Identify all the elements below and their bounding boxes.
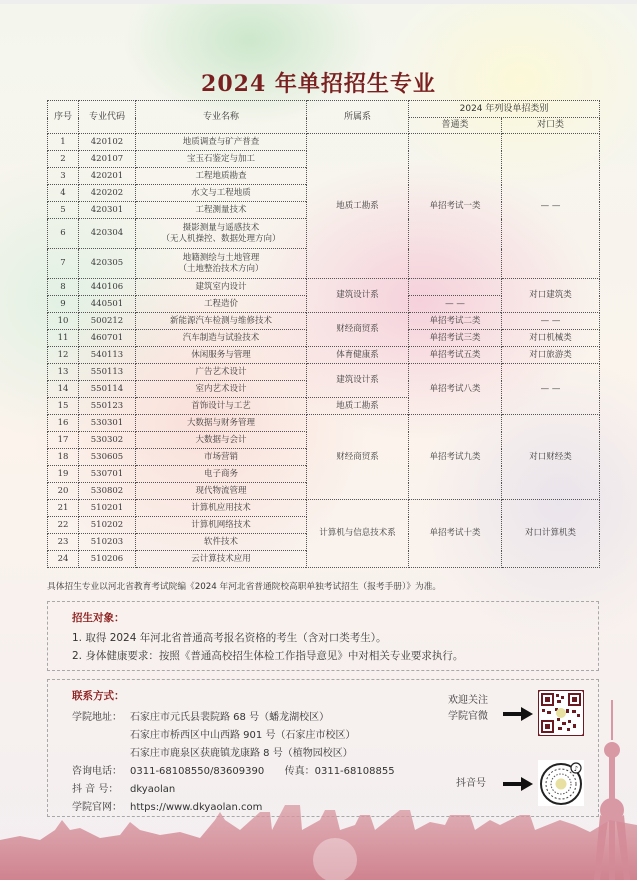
- cell-code: 530301: [79, 415, 136, 432]
- cell-code: 550123: [79, 398, 136, 415]
- cell-code: 500212: [79, 313, 136, 330]
- cell-vocational: — —: [502, 364, 600, 415]
- cell-general: 单招考试二类: [409, 313, 502, 330]
- cell-seq: 7: [48, 249, 79, 279]
- arrow-right-icon: [503, 777, 533, 791]
- eligibility-item-2: 2. 身体健康要求：按照《普通高校招生体检工作指导意见》中对相关专业要求执行。: [72, 650, 464, 662]
- arrow-right-icon: [503, 707, 533, 721]
- douyin-row: [72, 780, 175, 795]
- phone-row: [72, 762, 395, 777]
- cell-dept: 建筑设计系: [307, 279, 409, 313]
- website-label: 学院官网：: [72, 802, 122, 813]
- phone-value: 0311-68108550/83609390: [130, 766, 265, 777]
- city-skyline-decoration: [0, 800, 637, 880]
- cell-code: 530701: [79, 466, 136, 483]
- majors-table: [47, 100, 600, 568]
- cell-name: 工程地质勘查: [136, 168, 307, 185]
- address-3: 石家庄市鹿泉区获鹿镇龙康路 8 号（植物园校区）: [130, 748, 353, 759]
- address-2: 石家庄市桥西区中山西路 901 号（石家庄市校区）: [130, 730, 356, 741]
- cell-name: 软件技术: [136, 534, 307, 551]
- cell-name: 水文与工程地质: [136, 185, 307, 202]
- cell-code: 420201: [79, 168, 136, 185]
- table-row: [48, 279, 600, 296]
- cell-seq: 3: [48, 168, 79, 185]
- top-band: [0, 0, 637, 4]
- cell-seq: 17: [48, 432, 79, 449]
- table-row: [48, 415, 600, 432]
- table-header-row: [48, 101, 600, 118]
- cell-general: — —: [409, 296, 502, 313]
- cell-general: 单招考试九类: [409, 415, 502, 500]
- cell-vocational: — —: [502, 313, 600, 330]
- cell-dept: 财经商贸系: [307, 415, 409, 500]
- name-line1: 地籍测绘与土地管理: [182, 252, 260, 263]
- cell-seq: 16: [48, 415, 79, 432]
- table-row: [48, 500, 600, 517]
- cell-dept: 体育健康系: [307, 347, 409, 364]
- cell-code: 510203: [79, 534, 136, 551]
- cell-seq: 23: [48, 534, 79, 551]
- cell-name: [136, 249, 307, 279]
- header-general: 普通类: [409, 118, 502, 134]
- cell-seq: 10: [48, 313, 79, 330]
- cell-name: 计算机网络技术: [136, 517, 307, 534]
- header-name: 专业名称: [136, 101, 307, 134]
- cell-name: 广告艺术设计: [136, 364, 307, 381]
- cell-code: 550114: [79, 381, 136, 398]
- cell-dept: 建筑设计系: [307, 364, 409, 398]
- cell-seq: 8: [48, 279, 79, 296]
- table-row: [48, 364, 600, 381]
- table-row: [48, 347, 600, 364]
- address-row-1: [72, 708, 329, 723]
- eligibility-title: 招生对象：: [72, 612, 125, 624]
- name-line2: （无人机操控、数据处理方向）: [161, 233, 281, 244]
- address-row-2: [72, 726, 355, 741]
- cell-dept: 财经商贸系: [307, 313, 409, 347]
- cell-code: 420102: [79, 134, 136, 151]
- douyin-qr-caption: 抖音号: [456, 778, 486, 789]
- cell-code: 420107: [79, 151, 136, 168]
- cell-name: 大数据与财务管理: [136, 415, 307, 432]
- phone-label: 咨询电话：: [72, 766, 122, 777]
- cell-name: 宝玉石鉴定与加工: [136, 151, 307, 168]
- cell-name: 新能源汽车检测与维修技术: [136, 313, 307, 330]
- cell-seq: 21: [48, 500, 79, 517]
- website-link[interactable]: https://www.dkyaolan.com: [130, 802, 263, 813]
- cell-seq: 6: [48, 219, 79, 249]
- cell-name: [136, 219, 307, 249]
- cell-general: 单招考试三类: [409, 330, 502, 347]
- cell-seq: 9: [48, 296, 79, 313]
- table-row: [48, 313, 600, 330]
- cell-general: [409, 279, 502, 296]
- cell-code: 530302: [79, 432, 136, 449]
- cell-seq: 2: [48, 151, 79, 168]
- cell-vocational: 对口旅游类: [502, 347, 600, 364]
- cell-seq: 15: [48, 398, 79, 415]
- cell-general: 单招考试八类: [409, 364, 502, 415]
- cell-name: 电子商务: [136, 466, 307, 483]
- cell-code: 420304: [79, 219, 136, 249]
- tv-tower-decoration: [592, 700, 632, 880]
- header-code: 专业代码: [79, 101, 136, 134]
- cell-vocational: 对口计算机类: [502, 500, 600, 568]
- name-line1: 摄影测量与遥感技术: [182, 222, 260, 233]
- header-vocational: 对口类: [502, 118, 600, 134]
- cell-name: 汽车制造与试验技术: [136, 330, 307, 347]
- address-row-3: [72, 744, 353, 759]
- cell-name: 市场营销: [136, 449, 307, 466]
- cell-name: 云计算技术应用: [136, 551, 307, 568]
- cell-general: 单招考试五类: [409, 347, 502, 364]
- cell-vocational: 对口建筑类: [502, 279, 600, 313]
- cell-seq: 11: [48, 330, 79, 347]
- header-category-group: 2024 年列设单招类别: [409, 101, 600, 118]
- contact-box: [47, 679, 599, 817]
- cell-name: 工程造价: [136, 296, 307, 313]
- cell-seq: 4: [48, 185, 79, 202]
- address-label: 学院地址：: [72, 712, 122, 723]
- cell-dept: 计算机与信息技术系: [307, 500, 409, 568]
- cell-name: 首饰设计与工艺: [136, 398, 307, 415]
- svg-text:♪: ♪: [573, 765, 579, 773]
- page-title: 2024 年单招招生专业: [201, 71, 436, 97]
- cell-code: 530605: [79, 449, 136, 466]
- eligibility-box: [47, 601, 599, 671]
- cell-code: 510206: [79, 551, 136, 568]
- cell-code: 540113: [79, 347, 136, 364]
- douyin-label: 抖 音 号：: [72, 784, 119, 795]
- address-1: 石家庄市元氏县裴院路 68 号（蟠龙湖校区）: [130, 712, 330, 723]
- table-row: [48, 134, 600, 151]
- cell-name: 建筑室内设计: [136, 279, 307, 296]
- cell-seq: 22: [48, 517, 79, 534]
- cell-dept: 地质工勘系: [307, 134, 409, 279]
- cell-seq: 18: [48, 449, 79, 466]
- eligibility-item-1: 1. 取得 2024 年河北省普通高考报名资格的考生（含对口类考生）。: [72, 632, 387, 644]
- cell-code: 550113: [79, 364, 136, 381]
- cell-seq: 20: [48, 483, 79, 500]
- cell-seq: 12: [48, 347, 79, 364]
- cell-seq: 13: [48, 364, 79, 381]
- cell-name: 地质调查与矿产普查: [136, 134, 307, 151]
- cell-code: 460701: [79, 330, 136, 347]
- name-line2: （土地整治技术方向）: [178, 263, 264, 274]
- cell-name: 大数据与会计: [136, 432, 307, 449]
- wechat-qr-caption: 欢迎关注 学院官微: [448, 695, 488, 722]
- cell-seq: 1: [48, 134, 79, 151]
- cell-code: 510201: [79, 500, 136, 517]
- douyin-value: dkyaolan: [130, 784, 176, 795]
- header-seq: 序号: [48, 101, 79, 134]
- header-dept: 所属系: [307, 101, 409, 134]
- cell-seq: 19: [48, 466, 79, 483]
- cell-code: 420305: [79, 249, 136, 279]
- cell-name: 工程测量技术: [136, 202, 307, 219]
- cell-name: 室内艺术设计: [136, 381, 307, 398]
- cell-code: 420301: [79, 202, 136, 219]
- contact-title: 联系方式：: [72, 690, 125, 702]
- cell-vocational: 对口财经类: [502, 415, 600, 500]
- cell-name: 休闲服务与管理: [136, 347, 307, 364]
- cell-name: 现代物流管理: [136, 483, 307, 500]
- cell-seq: 5: [48, 202, 79, 219]
- cell-name: 计算机应用技术: [136, 500, 307, 517]
- cell-code: 510202: [79, 517, 136, 534]
- cell-code: 440106: [79, 279, 136, 296]
- cell-vocational: — —: [502, 134, 600, 279]
- cell-general: 单招考试十类: [409, 500, 502, 568]
- cell-code: 420202: [79, 185, 136, 202]
- cell-seq: 24: [48, 551, 79, 568]
- cell-vocational: 对口机械类: [502, 330, 600, 347]
- cell-dept: 地质工勘系: [307, 398, 409, 415]
- cell-code: 440501: [79, 296, 136, 313]
- cell-code: 530802: [79, 483, 136, 500]
- cell-seq: 14: [48, 381, 79, 398]
- wechat-qr-code: [538, 690, 584, 736]
- fax-value: 0311-68108855: [314, 766, 395, 777]
- fax-label: 传真：: [284, 766, 315, 777]
- footnote: 具体招生专业以河北省教育考试院编《2024 年河北省普通院校高职单独考试招生（报考手册）》为准。: [47, 582, 442, 592]
- cell-general: 单招考试一类: [409, 134, 502, 279]
